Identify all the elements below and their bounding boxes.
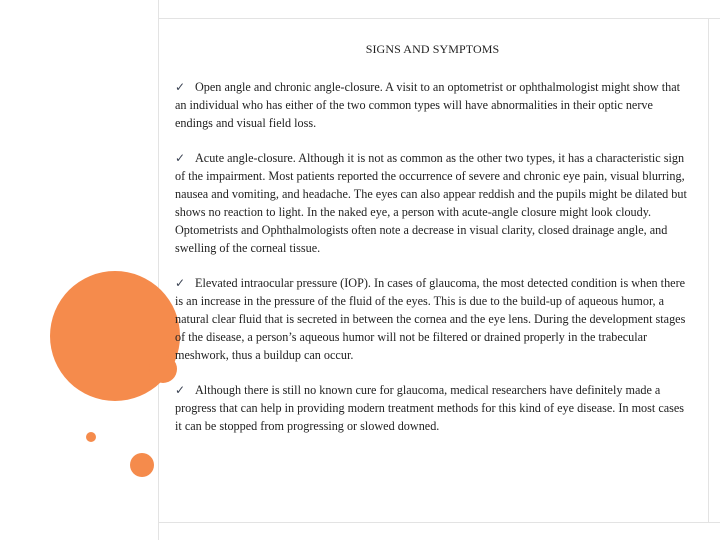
frame-top-line [158, 18, 720, 19]
list-item-text: Although there is still no known cure for glaucoma, medical researchers have definitely made a progress that can help in providing modern treatment methods for this kind of eye disease. In most cases it can be stopped from progressing or slowed downed. [175, 383, 685, 433]
list-item-text: Acute angle-closure. Although it is not as common as the other two types, it has a characteristic sign of the impairment. Most patients reported the occurrence of severe and chronic eye pain, visual blurring, nausea and vomiting, and headache. The eyes can also appear reddish and the pupils might be dilated but shows no reaction to light. In the naked eye, a person with acute-angle closure might look cloudy. Optometrists and Ophthalmologists often note a decrease in visual clarity, closed drainage angle, and swelling of the corneal tissue. [175, 151, 687, 255]
frame-bottom-line [158, 522, 720, 523]
check-icon: ✓ [175, 383, 186, 397]
decorative-circle-small-2 [130, 453, 154, 477]
symptom-list [175, 78, 692, 452]
check-icon: ✓ [175, 151, 186, 165]
decorative-circle-small [86, 432, 96, 442]
frame-right-line [708, 18, 709, 523]
slide-title: SIGNS AND SYMPTOMS [365, 42, 500, 56]
list-item [175, 78, 692, 132]
check-icon: ✓ [175, 276, 186, 290]
list-item [175, 149, 692, 257]
list-item [175, 274, 692, 364]
list-item-text: Elevated intraocular pressure (IOP). In cases of glaucoma, the most detected condition is when there is an increase in the pressure of the fluid of the eyes. This is due to the build-up of aqueous humor, a natural clear fluid that is secreted in between the cornea and the eye lens. During the development stages of the disease, a person’s aqueous humor will not be filtered or drained properly in the trabecular meshwork, thus a buildup can occur. [175, 276, 686, 362]
frame-vertical-line [158, 0, 159, 540]
check-icon: ✓ [175, 80, 186, 94]
list-item [175, 381, 692, 435]
decorative-circle-medium [149, 355, 177, 383]
list-item-text: Open angle and chronic angle-closure. A visit to an optometrist or ophthalmologist might show that an individual who has either of the two common types will have abnormalities in their optic nerve endings and visual field loss. [175, 80, 681, 130]
